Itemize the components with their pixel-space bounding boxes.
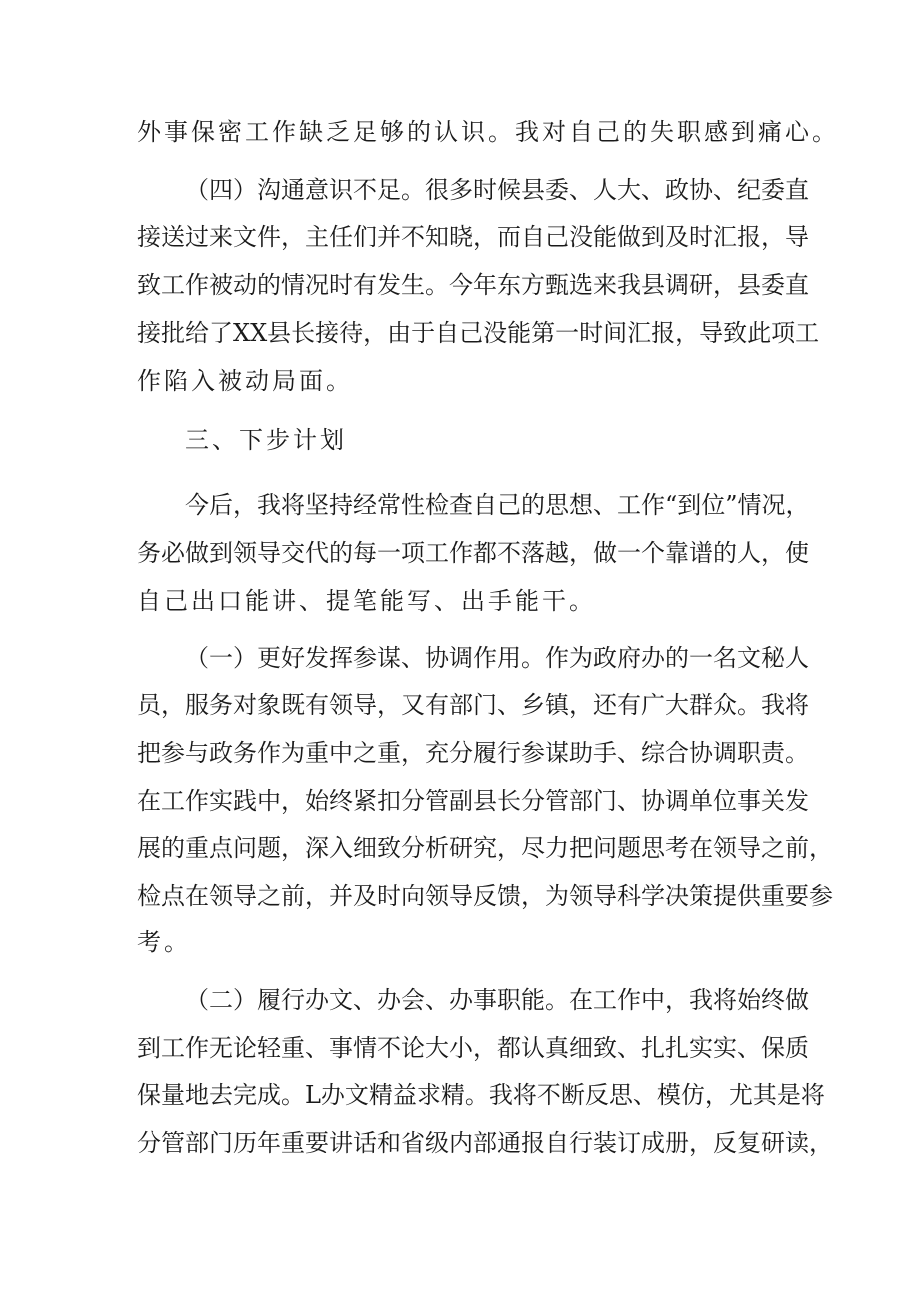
paragraph-line: 自己出口能讲、提笔能写、出手能干。 (137, 587, 596, 615)
paragraph-line: 到工作无论轻重、事情不论大小，都认真细致、扎扎实实、保质 (137, 1034, 809, 1062)
paragraph-line: 展的重点问题，深入细致分析研究，尽力把问题思考在领导之前， (137, 834, 833, 862)
paragraph-line: 今后，我将坚持经常性检查自己的思想、工作“到位”情况， (185, 491, 810, 519)
paragraph-line: 检点在领导之前，并及时向领导反馈，为领导科学决策提供重要参 (137, 882, 833, 910)
paragraph-line: （四）沟通意识不足。很多时候县委、人大、政协、纪委直 (185, 176, 809, 204)
paragraph-line: 作陷入被动局面。 (137, 367, 353, 395)
paragraph-line: 外事保密工作缺乏足够的认识。我对自己的失职感到痛心。 (137, 118, 839, 146)
paragraph-line: 致工作被动的情况时有发生。今年东方甄选来我县调研，县委直 (137, 271, 809, 299)
paragraph-line: 考。 (137, 928, 191, 956)
paragraph-line: 保量地去完成。L办文精益求精。我将不断反思、模仿，尤其是将 (137, 1081, 825, 1109)
paragraph-line: 接送过来文件，主任们并不知晓，而自己没能做到及时汇报，导 (137, 223, 809, 251)
paragraph-line: 把参与政务作为重中之重，充分履行参谋助手、综合协调职责。 (137, 739, 809, 767)
paragraph-line: 务必做到领导交代的每一项工作都不落越，做一个靠谱的人，使 (137, 539, 809, 567)
paragraph-line: （一）更好发挥参谋、协调作用。作为政府办的一名文秘人 (185, 644, 809, 672)
paragraph-line: （二）履行办文、办会、办事职能。在工作中，我将始终做 (185, 986, 809, 1014)
paragraph-line: 分管部门历年重要讲话和省级内部通报自行装订成册，反复研读， (137, 1129, 833, 1157)
paragraph-line: 在工作实践中，始终紧扣分管副县长分管部门、协调单位事关发 (137, 787, 809, 815)
paragraph-line: 员，服务对象既有领导，又有部门、乡镇，还有广大群众。我将 (137, 691, 809, 719)
paragraph-line: 接批给了XX县长接待，由于自己没能第一时间汇报，导致此项工 (137, 319, 820, 347)
section-heading: 三、下步计划 (185, 426, 347, 454)
